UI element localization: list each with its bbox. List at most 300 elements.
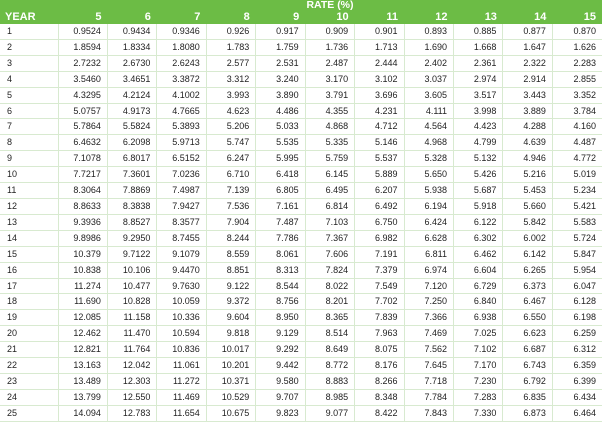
factor-cell: 7.645: [404, 358, 453, 374]
factor-cell: 8.756: [256, 294, 305, 310]
factor-cell: 10.336: [157, 310, 206, 326]
factor-cell: 5.421: [552, 198, 602, 214]
factor-cell: 4.799: [454, 135, 503, 151]
factor-cell: 5.889: [355, 167, 404, 183]
factor-cell: 9.8986: [58, 230, 107, 246]
year-cell: 10: [0, 167, 58, 183]
factor-cell: 9.372: [206, 294, 255, 310]
factor-cell: 7.170: [454, 358, 503, 374]
factor-cell: 5.146: [355, 135, 404, 151]
factor-cell: 2.361: [454, 55, 503, 71]
year-cell: 3: [0, 55, 58, 71]
table-row: [0, 326, 602, 342]
factor-cell: 6.792: [503, 373, 552, 389]
factor-cell: 10.371: [206, 373, 255, 389]
factor-cell: 3.998: [454, 103, 503, 119]
rate-column-header: 12: [404, 11, 453, 24]
table-row: [0, 358, 602, 374]
factor-cell: 9.604: [206, 310, 255, 326]
rate-column-header: 6: [107, 11, 156, 24]
factor-cell: 11.690: [58, 294, 107, 310]
factor-cell: 7.8869: [107, 183, 156, 199]
table-row: [0, 278, 602, 294]
factor-cell: 1.8080: [157, 39, 206, 55]
factor-cell: 3.993: [206, 87, 255, 103]
factor-cell: 4.712: [355, 119, 404, 135]
factor-cell: 5.724: [552, 230, 602, 246]
factor-cell: 9.077: [305, 405, 354, 421]
factor-cell: 4.9173: [107, 103, 156, 119]
factor-cell: 5.335: [305, 135, 354, 151]
table-row: [0, 373, 602, 389]
factor-cell: 1.736: [305, 39, 354, 55]
factor-cell: 6.8017: [107, 151, 156, 167]
factor-cell: 2.402: [404, 55, 453, 71]
factor-cell: 8.514: [305, 326, 354, 342]
factor-cell: 6.462: [454, 246, 503, 262]
factor-cell: 7.367: [305, 230, 354, 246]
factor-cell: 9.7122: [107, 246, 156, 262]
factor-cell: 9.580: [256, 373, 305, 389]
factor-cell: 9.823: [256, 405, 305, 421]
factor-cell: 0.885: [454, 24, 503, 39]
factor-cell: 6.743: [503, 358, 552, 374]
factor-cell: 13.163: [58, 358, 107, 374]
factor-cell: 12.303: [107, 373, 156, 389]
factor-cell: 7.786: [256, 230, 305, 246]
factor-cell: 6.873: [503, 405, 552, 421]
table-row: [0, 342, 602, 358]
factor-cell: 7.702: [355, 294, 404, 310]
factor-cell: 8.883: [305, 373, 354, 389]
factor-cell: 0.9524: [58, 24, 107, 39]
table-row: [0, 167, 602, 183]
factor-cell: 3.170: [305, 71, 354, 87]
factor-cell: 0.893: [404, 24, 453, 39]
factor-cell: 5.747: [206, 135, 255, 151]
factor-cell: 9.442: [256, 358, 305, 374]
factor-cell: 6.424: [404, 214, 453, 230]
factor-cell: 6.467: [503, 294, 552, 310]
factor-cell: 11.654: [157, 405, 206, 421]
year-cell: 7: [0, 119, 58, 135]
factor-cell: 9.707: [256, 389, 305, 405]
factor-cell: 6.145: [305, 167, 354, 183]
factor-cell: 9.818: [206, 326, 255, 342]
table-row: [0, 405, 602, 421]
factor-cell: 3.443: [503, 87, 552, 103]
table-row: [0, 294, 602, 310]
factor-cell: 3.102: [355, 71, 404, 87]
factor-cell: 12.042: [107, 358, 156, 374]
factor-cell: 8.266: [355, 373, 404, 389]
factor-cell: 4.487: [552, 135, 602, 151]
factor-cell: 8.201: [305, 294, 354, 310]
factor-cell: 9.3936: [58, 214, 107, 230]
year-cell: 2: [0, 39, 58, 55]
factor-cell: 7.904: [206, 214, 255, 230]
factor-cell: 6.128: [552, 294, 602, 310]
factor-cell: 7.487: [256, 214, 305, 230]
factor-cell: 13.489: [58, 373, 107, 389]
factor-cell: 9.292: [256, 342, 305, 358]
factor-cell: 2.531: [256, 55, 305, 71]
factor-cell: 5.132: [454, 151, 503, 167]
factor-cell: 6.811: [404, 246, 453, 262]
factor-cell: 8.772: [305, 358, 354, 374]
factor-cell: 7.103: [305, 214, 354, 230]
factor-cell: 6.5152: [157, 151, 206, 167]
table-row: [0, 246, 602, 262]
factor-cell: 4.968: [404, 135, 453, 151]
factor-cell: 8.649: [305, 342, 354, 358]
factor-cell: 5.583: [552, 214, 602, 230]
factor-cell: 9.129: [256, 326, 305, 342]
factor-cell: 11.061: [157, 358, 206, 374]
rate-column-header: 8: [206, 11, 255, 24]
factor-cell: 6.198: [552, 310, 602, 326]
factor-cell: 11.158: [107, 310, 156, 326]
factor-cell: 10.838: [58, 262, 107, 278]
table-row: [0, 55, 602, 71]
factor-cell: 6.247: [206, 151, 255, 167]
factor-cell: 7.7217: [58, 167, 107, 183]
factor-cell: 9.4470: [157, 262, 206, 278]
year-cell: 21: [0, 342, 58, 358]
factor-cell: 1.690: [404, 39, 453, 55]
factor-cell: 3.4651: [107, 71, 156, 87]
factor-cell: 7.120: [404, 278, 453, 294]
factor-cell: 12.550: [107, 389, 156, 405]
factor-cell: 6.805: [256, 183, 305, 199]
factor-cell: 7.784: [404, 389, 453, 405]
factor-cell: 10.059: [157, 294, 206, 310]
factor-cell: 10.477: [107, 278, 156, 294]
factor-cell: 5.234: [552, 183, 602, 199]
table-row: [0, 214, 602, 230]
factor-cell: 7.250: [404, 294, 453, 310]
factor-cell: 2.283: [552, 55, 602, 71]
table-row: [0, 119, 602, 135]
factor-cell: 3.605: [404, 87, 453, 103]
factor-cell: 8.3064: [58, 183, 107, 199]
factor-cell: 10.675: [206, 405, 255, 421]
table-row: [0, 24, 602, 39]
factor-cell: 7.843: [404, 405, 453, 421]
factor-cell: 9.1079: [157, 246, 206, 262]
factor-cell: 4.868: [305, 119, 354, 135]
table-row: [0, 230, 602, 246]
factor-cell: 6.687: [503, 342, 552, 358]
factor-cell: 5.9713: [157, 135, 206, 151]
factor-cell: 2.487: [305, 55, 354, 71]
factor-cell: 3.696: [355, 87, 404, 103]
factor-cell: 4.231: [355, 103, 404, 119]
factor-cell: 2.6243: [157, 55, 206, 71]
rate-column-header: 5: [58, 11, 107, 24]
factor-cell: 5.687: [454, 183, 503, 199]
factor-cell: 9.122: [206, 278, 255, 294]
year-cell: 19: [0, 310, 58, 326]
factor-cell: 12.783: [107, 405, 156, 421]
factor-cell: 11.469: [157, 389, 206, 405]
factor-cell: 1.759: [256, 39, 305, 55]
factor-cell: 5.535: [256, 135, 305, 151]
factor-cell: 8.244: [206, 230, 255, 246]
factor-cell: 0.9346: [157, 24, 206, 39]
factor-cell: 0.901: [355, 24, 404, 39]
factor-cell: 10.529: [206, 389, 255, 405]
rate-column-header: 9: [256, 11, 305, 24]
table-row: [0, 71, 602, 87]
factor-cell: 8.422: [355, 405, 404, 421]
factor-cell: 5.842: [503, 214, 552, 230]
factor-cell: 5.660: [503, 198, 552, 214]
factor-cell: 7.562: [404, 342, 453, 358]
year-cell: 13: [0, 214, 58, 230]
factor-cell: 8.8633: [58, 198, 107, 214]
factor-cell: 7.366: [404, 310, 453, 326]
factor-cell: 6.399: [552, 373, 602, 389]
year-cell: 20: [0, 326, 58, 342]
factor-cell: 8.313: [256, 262, 305, 278]
factor-cell: 5.206: [206, 119, 255, 135]
factor-cell: 6.464: [552, 405, 602, 421]
factor-cell: 6.359: [552, 358, 602, 374]
header-spacer: [0, 0, 58, 11]
year-cell: 17: [0, 278, 58, 294]
factor-cell: 2.7232: [58, 55, 107, 71]
factor-cell: 1.647: [503, 39, 552, 55]
table-row: [0, 183, 602, 199]
factor-cell: 3.784: [552, 103, 602, 119]
factor-cell: 10.594: [157, 326, 206, 342]
factor-cell: 6.729: [454, 278, 503, 294]
factor-cell: 4.2124: [107, 87, 156, 103]
factor-cell: 1.8334: [107, 39, 156, 55]
factor-cell: 7.963: [355, 326, 404, 342]
factor-cell: 8.061: [256, 246, 305, 262]
rate-column-header: 7: [157, 11, 206, 24]
factor-cell: 3.037: [404, 71, 453, 87]
factor-cell: 5.938: [404, 183, 453, 199]
rate-column-header: 14: [503, 11, 552, 24]
factor-cell: 7.025: [454, 326, 503, 342]
factor-cell: 3.889: [503, 103, 552, 119]
factor-cell: 4.7665: [157, 103, 206, 119]
factor-cell: 4.288: [503, 119, 552, 135]
factor-cell: 7.549: [355, 278, 404, 294]
table-row: [0, 87, 602, 103]
factor-cell: 5.3893: [157, 119, 206, 135]
factor-cell: 10.379: [58, 246, 107, 262]
table-row: [0, 262, 602, 278]
table-header: [0, 0, 602, 24]
year-cell: 16: [0, 262, 58, 278]
factor-cell: 7.161: [256, 198, 305, 214]
factor-cell: 8.559: [206, 246, 255, 262]
factor-cell: 6.259: [552, 326, 602, 342]
factor-cell: 10.017: [206, 342, 255, 358]
factor-cell: 7.3601: [107, 167, 156, 183]
factor-cell: 4.639: [503, 135, 552, 151]
year-column-header: YEAR: [0, 11, 58, 24]
factor-cell: 8.544: [256, 278, 305, 294]
factor-cell: 8.348: [355, 389, 404, 405]
factor-cell: 9.7630: [157, 278, 206, 294]
factor-cell: 0.909: [305, 24, 354, 39]
factor-cell: 7.824: [305, 262, 354, 278]
factor-cell: 8.365: [305, 310, 354, 326]
table-row: [0, 103, 602, 119]
factor-cell: 10.201: [206, 358, 255, 374]
factor-cell: 6.434: [552, 389, 602, 405]
factor-cell: 12.821: [58, 342, 107, 358]
factor-cell: 0.917: [256, 24, 305, 39]
table-body: [0, 24, 602, 421]
year-cell: 15: [0, 246, 58, 262]
factor-cell: 6.623: [503, 326, 552, 342]
factor-cell: 6.628: [404, 230, 453, 246]
factor-cell: 3.517: [454, 87, 503, 103]
factor-cell: 2.577: [206, 55, 255, 71]
factor-cell: 7.191: [355, 246, 404, 262]
factor-cell: 1.626: [552, 39, 602, 55]
factor-cell: 11.274: [58, 278, 107, 294]
factor-cell: 11.470: [107, 326, 156, 342]
factor-cell: 4.423: [454, 119, 503, 135]
year-cell: 1: [0, 24, 58, 39]
factor-cell: 7.536: [206, 198, 255, 214]
factor-cell: 7.4987: [157, 183, 206, 199]
factor-cell: 10.106: [107, 262, 156, 278]
factor-cell: 4.111: [404, 103, 453, 119]
factor-cell: 5.847: [552, 246, 602, 262]
factor-cell: 5.426: [454, 167, 503, 183]
factor-cell: 3.352: [552, 87, 602, 103]
factor-cell: 5.453: [503, 183, 552, 199]
factor-cell: 1.783: [206, 39, 255, 55]
factor-cell: 12.462: [58, 326, 107, 342]
factor-cell: 6.047: [552, 278, 602, 294]
table-row: [0, 151, 602, 167]
factor-cell: 3.890: [256, 87, 305, 103]
year-cell: 4: [0, 71, 58, 87]
year-cell: 5: [0, 87, 58, 103]
factor-cell: 1.668: [454, 39, 503, 55]
factor-cell: 2.6730: [107, 55, 156, 71]
factor-cell: 6.495: [305, 183, 354, 199]
factor-cell: 6.835: [503, 389, 552, 405]
factor-cell: 6.982: [355, 230, 404, 246]
factor-cell: 6.002: [503, 230, 552, 246]
factor-cell: 5.650: [404, 167, 453, 183]
factor-cell: 0.870: [552, 24, 602, 39]
factor-cell: 4.486: [256, 103, 305, 119]
factor-cell: 5.918: [454, 198, 503, 214]
factor-cell: 8.3838: [107, 198, 156, 214]
factor-cell: 7.9427: [157, 198, 206, 214]
factor-cell: 3.5460: [58, 71, 107, 87]
factor-cell: 6.207: [355, 183, 404, 199]
factor-cell: 6.938: [454, 310, 503, 326]
factor-cell: 1.8594: [58, 39, 107, 55]
table-row: [0, 310, 602, 326]
table-row: [0, 198, 602, 214]
factor-cell: 8.075: [355, 342, 404, 358]
factor-cell: 4.772: [552, 151, 602, 167]
factor-cell: 5.019: [552, 167, 602, 183]
factor-cell: 7.379: [355, 262, 404, 278]
factor-cell: 5.5824: [107, 119, 156, 135]
factor-cell: 6.4632: [58, 135, 107, 151]
factor-cell: 0.926: [206, 24, 255, 39]
year-cell: 18: [0, 294, 58, 310]
factor-cell: 4.1002: [157, 87, 206, 103]
year-cell: 12: [0, 198, 58, 214]
factor-cell: 2.914: [503, 71, 552, 87]
factor-cell: 7.469: [404, 326, 453, 342]
factor-cell: 8.950: [256, 310, 305, 326]
factor-cell: 6.2098: [107, 135, 156, 151]
factor-cell: 2.855: [552, 71, 602, 87]
factor-cell: 0.877: [503, 24, 552, 39]
factor-cell: 4.3295: [58, 87, 107, 103]
factor-cell: 8.851: [206, 262, 255, 278]
factor-cell: 6.492: [355, 198, 404, 214]
factor-cell: 8.022: [305, 278, 354, 294]
factor-cell: 8.176: [355, 358, 404, 374]
factor-cell: 6.750: [355, 214, 404, 230]
factor-cell: 13.799: [58, 389, 107, 405]
factor-cell: 3.791: [305, 87, 354, 103]
factor-cell: 5.033: [256, 119, 305, 135]
rate-column-header: 15: [552, 11, 602, 24]
factor-cell: 6.814: [305, 198, 354, 214]
factor-cell: 11.764: [107, 342, 156, 358]
rate-column-header: 11: [355, 11, 404, 24]
factor-cell: 10.836: [157, 342, 206, 358]
factor-cell: 9.2950: [107, 230, 156, 246]
year-cell: 22: [0, 358, 58, 374]
factor-cell: 6.194: [404, 198, 453, 214]
year-cell: 23: [0, 373, 58, 389]
factor-cell: 6.373: [503, 278, 552, 294]
factor-cell: 5.328: [404, 151, 453, 167]
factor-cell: 4.623: [206, 103, 255, 119]
factor-cell: 5.995: [256, 151, 305, 167]
table-row: [0, 135, 602, 151]
year-cell: 11: [0, 183, 58, 199]
year-cell: 24: [0, 389, 58, 405]
factor-cell: 2.322: [503, 55, 552, 71]
factor-cell: 5.0757: [58, 103, 107, 119]
factor-cell: 8.8527: [107, 214, 156, 230]
factor-cell: 5.216: [503, 167, 552, 183]
rate-column-header: 10: [305, 11, 354, 24]
factor-cell: 1.713: [355, 39, 404, 55]
year-cell: 14: [0, 230, 58, 246]
factor-cell: 6.265: [503, 262, 552, 278]
factor-cell: 3.240: [256, 71, 305, 87]
factor-cell: 4.946: [503, 151, 552, 167]
factor-cell: 7.230: [454, 373, 503, 389]
factor-cell: 8.7455: [157, 230, 206, 246]
factor-cell: 5.537: [355, 151, 404, 167]
factor-cell: 6.710: [206, 167, 255, 183]
year-cell: 6: [0, 103, 58, 119]
factor-cell: 7.102: [454, 342, 503, 358]
